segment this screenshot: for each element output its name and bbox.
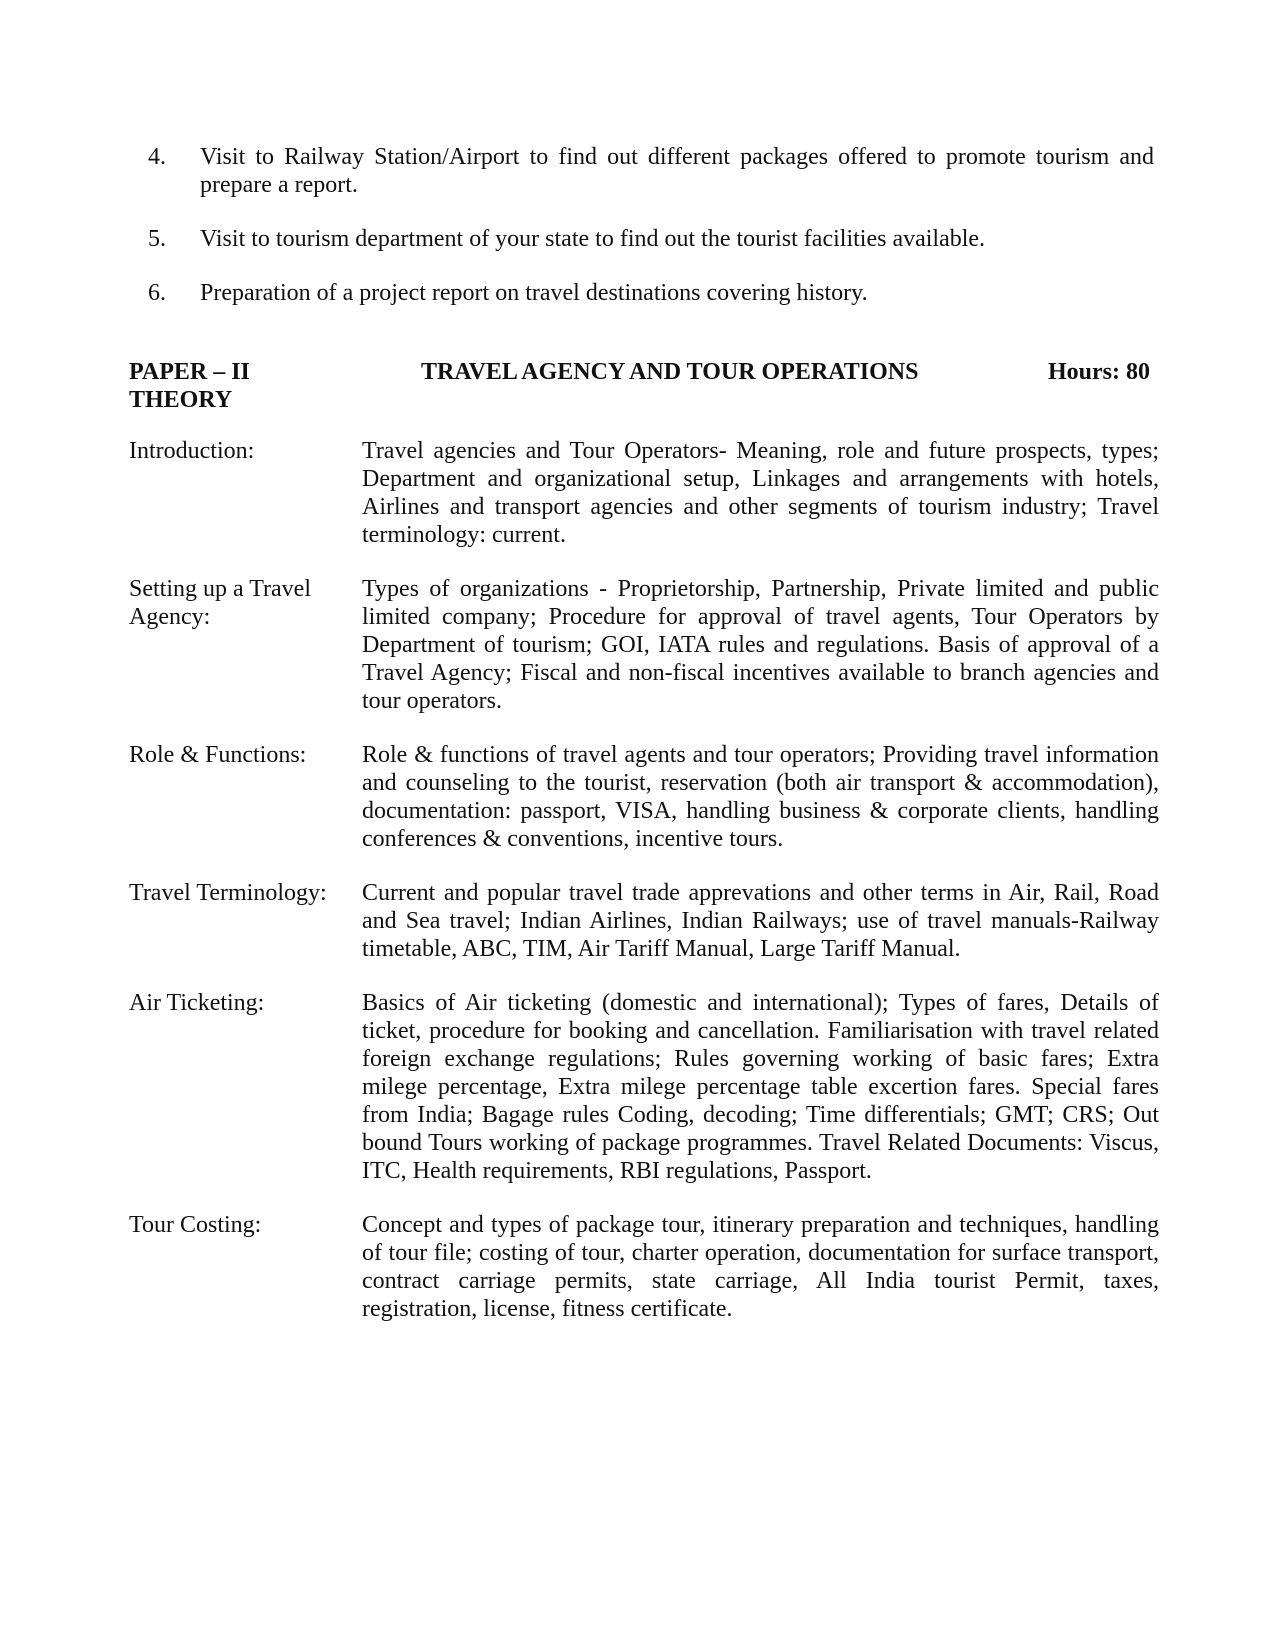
list-item-text: Visit to Railway Station/Airport to find out different packages offered to promote tourism and prepare a report. — [200, 144, 1154, 198]
section-travel-terminology — [129, 879, 1159, 963]
section-tour-costing — [129, 1211, 1159, 1323]
section-body: Current and popular travel trade apprevations and other terms in Air, Rail, Road and Sea travel; Indian Airlines, Indian Railways; use of travel manuals-Railway timetable, ABC, TIM, Air Tariff Manual, Large Tariff Manual. — [362, 880, 1159, 962]
paper-kind: THEORY — [129, 387, 233, 413]
paper-header — [129, 358, 1159, 418]
section-body: Concept and types of package tour, itinerary preparation and techniques, handling of tour file; costing of tour, charter operation, documentation for surface transport, contract carriage permits, state carriage, All India tourist Permit, taxes, registration, license, fitness certificate. — [362, 1212, 1159, 1322]
section-label: Tour Costing: — [129, 1212, 262, 1238]
section-label: Introduction: — [129, 438, 255, 464]
section-role-functions — [129, 741, 1159, 853]
activity-list — [124, 143, 1154, 333]
list-item-number: 5. — [148, 226, 166, 252]
paper-title: TRAVEL AGENCY AND TOUR OPERATIONS — [421, 359, 919, 385]
list-item — [124, 279, 1154, 307]
list-item-number: 6. — [148, 280, 166, 306]
section-air-ticketing — [129, 989, 1159, 1185]
paper-hours: Hours: 80 — [1048, 359, 1150, 385]
list-item — [124, 143, 1154, 199]
section-label: Travel Terminology: — [129, 880, 327, 906]
section-setting-up-agency — [129, 575, 1159, 715]
list-item-number: 4. — [148, 144, 166, 170]
list-item-text: Preparation of a project report on travel destinations covering history. — [200, 280, 868, 306]
syllabus-sections — [129, 437, 1159, 1349]
section-label: Air Ticketing: — [129, 990, 265, 1016]
section-introduction — [129, 437, 1159, 549]
section-label: Setting up a Travel Agency: — [129, 576, 312, 630]
section-body: Basics of Air ticketing (domestic and international); Types of fares, Details of ticket, procedure for booking and cancellation. Familiarisation with travel related foreign exchange regulations; Rules governing working of basic fares; Extra milege percentage, Extra milege percentage table excertion fares. Special fares from India; Bagage rules Coding, decoding; Time differentials; GMT; CRS; Out bound Tours working of package programmes. Travel Related Documents: Viscus, ITC, Health requirements, RBI regulations, Passport. — [362, 990, 1159, 1184]
section-body: Role & functions of travel agents and tour operators; Providing travel information and counseling to the tourist, reservation (both air transport & accommodation), documentation: passport, VISA, handling business & corporate clients, handling conferences & conventions, incentive tours. — [362, 742, 1159, 852]
section-body: Types of organizations - Proprietorship, Partnership, Private limited and public limited company; Procedure for approval of travel agents, Tour Operators by Department of tourism; GOI, IATA rules and regulations. Basis of approval of a Travel Agency; Fiscal and non-fiscal incentives available to branch agencies and tour operators. — [362, 576, 1159, 714]
section-body: Travel agencies and Tour Operators- Meaning, role and future prospects, types; Department and organizational setup, Linkages and arrangements with hotels, Airlines and transport agencies and other segments of tourism industry; Travel terminology: current. — [362, 438, 1159, 548]
paper-code: PAPER – II — [129, 359, 250, 385]
list-item-text: Visit to tourism department of your state to find out the tourist facilities available. — [200, 226, 986, 252]
section-label: Role & Functions: — [129, 742, 307, 768]
list-item — [124, 225, 1154, 253]
